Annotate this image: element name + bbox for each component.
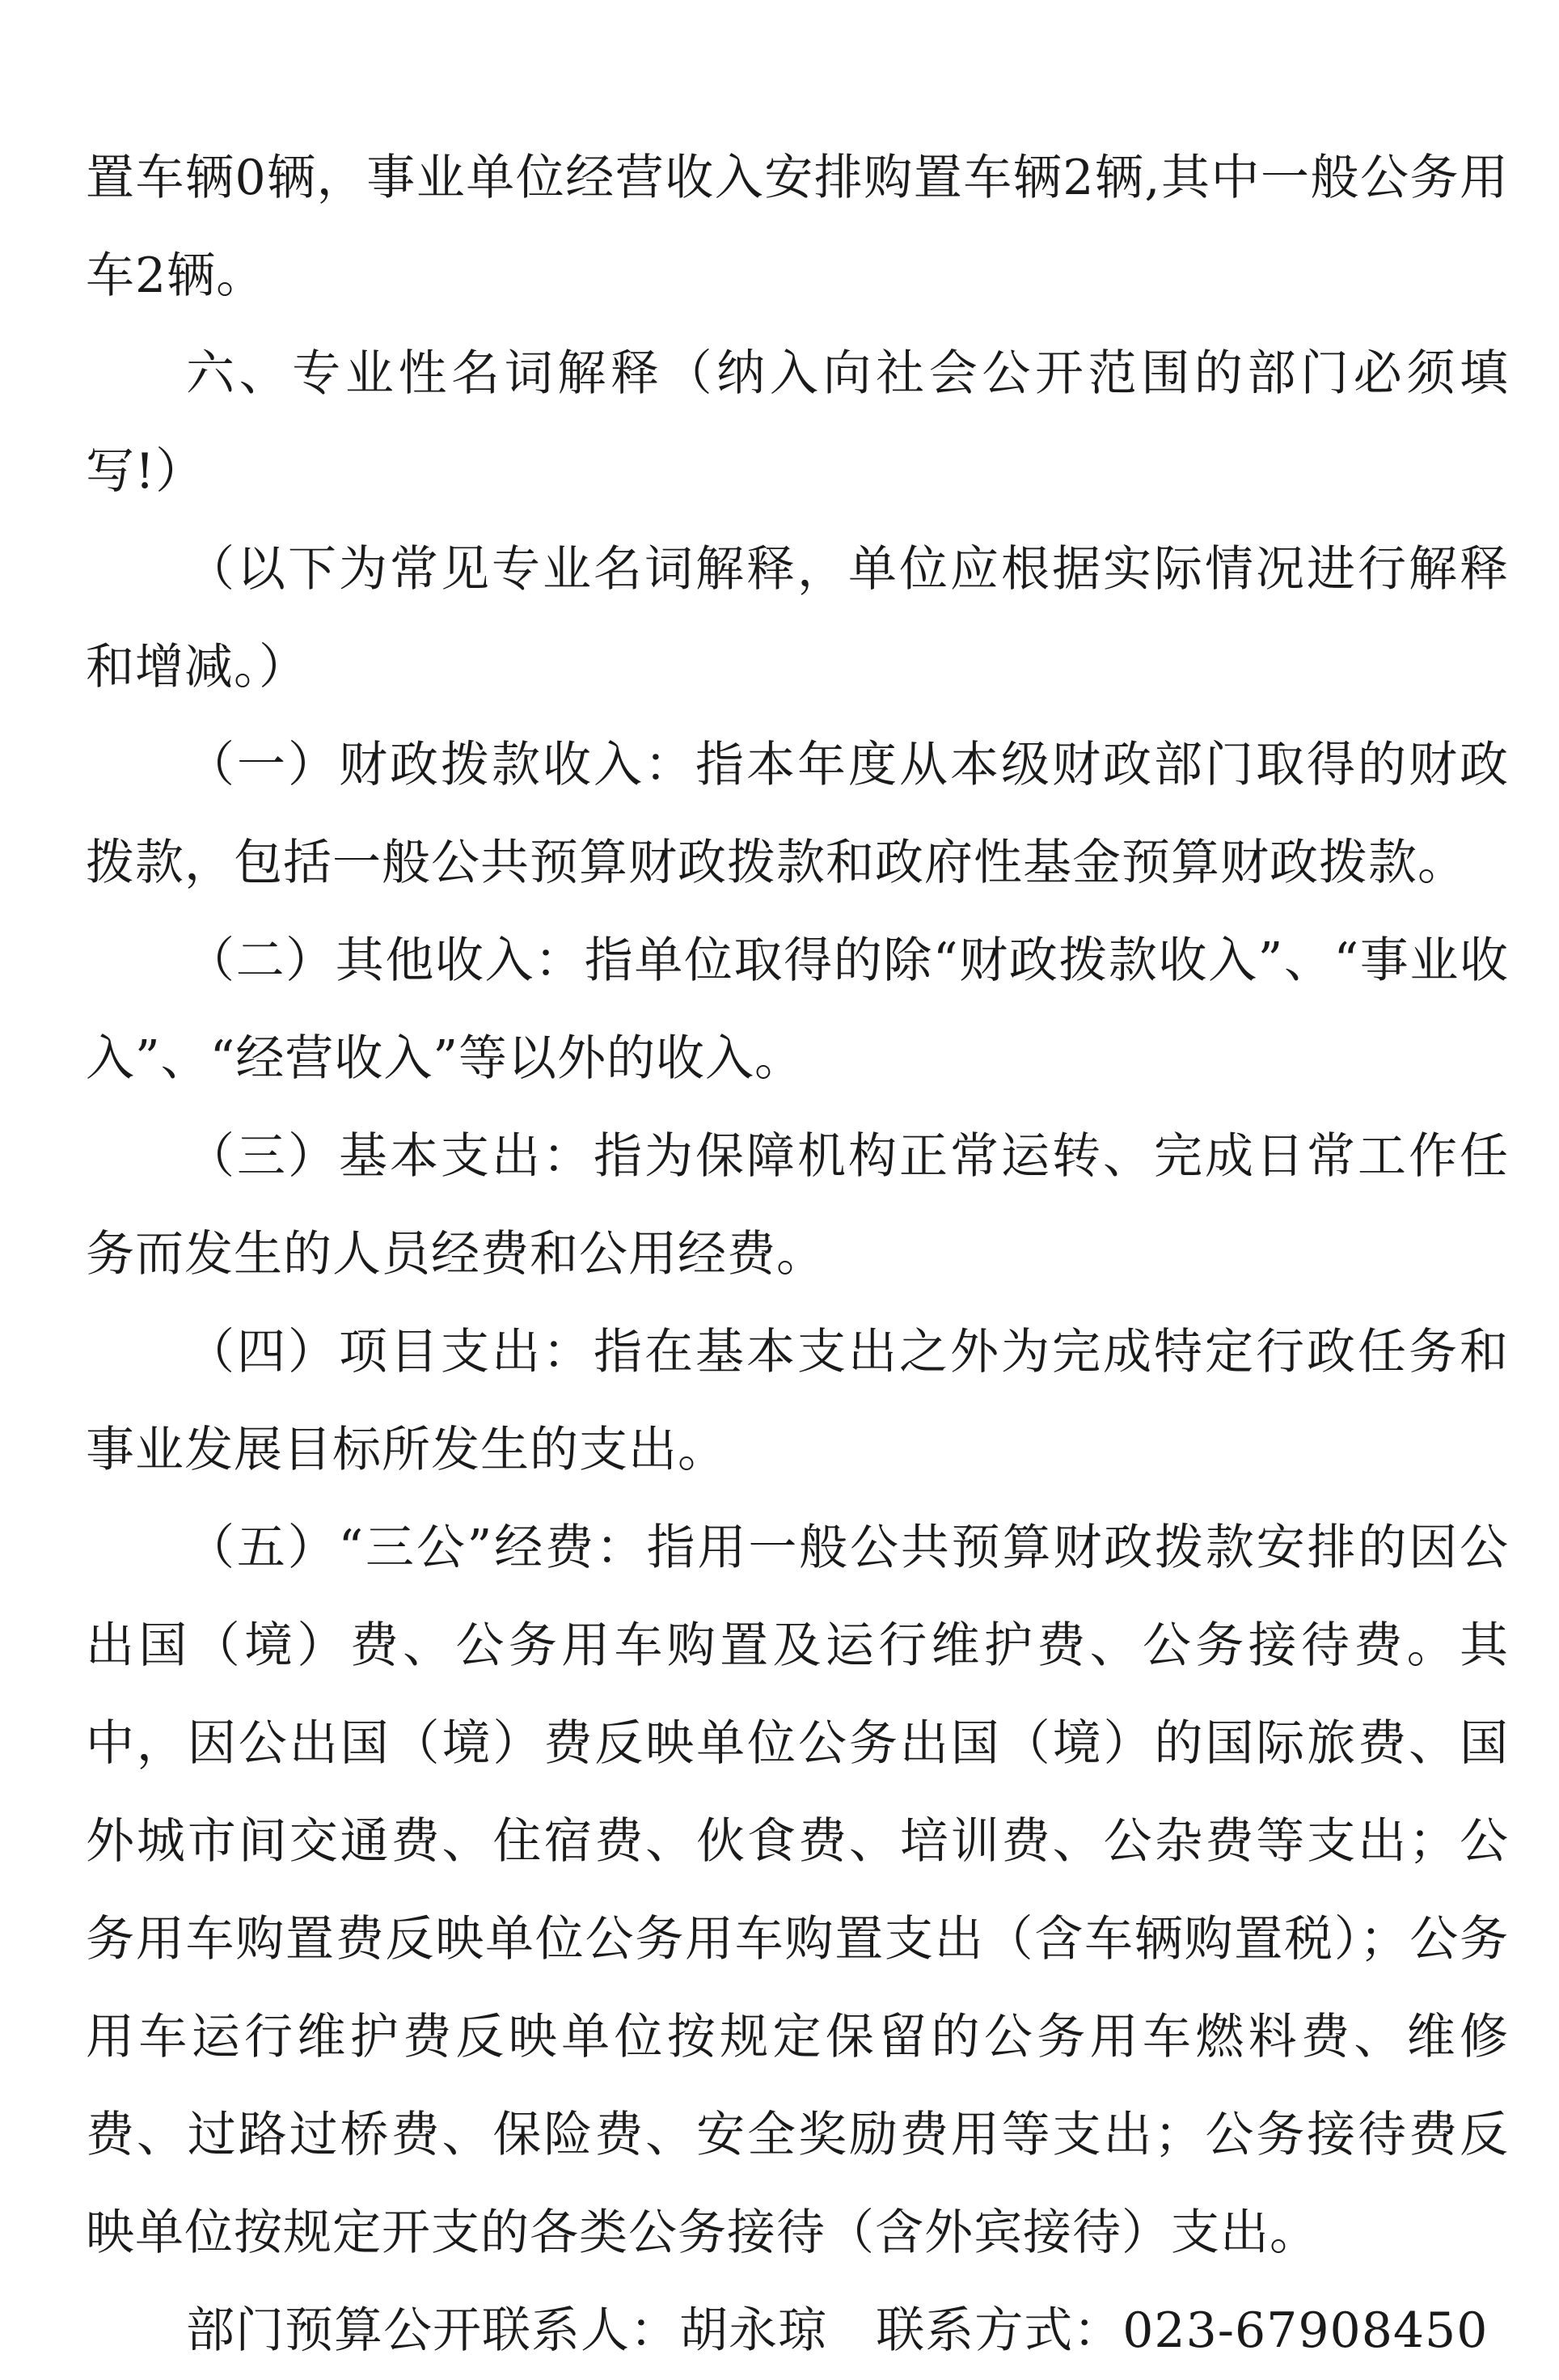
paragraph-vehicle-purchase: 置车辆0辆，事业单位经营收入安排购置车辆2辆,其中一般公务用车2辆。 xyxy=(86,150,1509,304)
paragraph-project-expenditure: （四）项目支出：指在基本支出之外为完成特定行政任务和事业发展目标所发生的支出。 xyxy=(86,1324,1509,1478)
paragraph-basic-expenditure: （三）基本支出：指为保障机构正常运转、完成日常工作任务而发生的人员经费和公用经费。 xyxy=(86,1128,1509,1283)
paragraph-other-income: （二）其他收入：指单位取得的除“财政拨款收入”、“事业收入”、“经营收入”等以外的收入。 xyxy=(86,932,1509,1087)
paragraph-fiscal-appropriation-income: （一）财政拨款收入：指本年度从本级财政部门取得的财政拨款，包括一般公共预算财政拨款和政府性基金预算财政拨款。 xyxy=(86,737,1509,891)
document-body xyxy=(86,129,1509,2380)
paragraph-terminology-note: （以下为常见专业名词解释，单位应根据实际情况进行解释和增减。） xyxy=(86,541,1509,695)
contact-line: 部门预算公开联系人：胡永琼 联系方式：023-67908450 xyxy=(186,2302,1489,2359)
paragraph-three-public-expenses: （五）“三公”经费：指用一般公共预算财政拨款安排的因公出国（境）费、公务用车购置及运行维护费、公务接待费。其中，因公出国（境）费反映单位公务出国（境）的国际旅费、国外城市间交通费、住宿费、伙食费、培训费、公杂费等支出；公务用车购置费反映单位公务用车购置支出（含车辆购置税）；公务用车运行维护费反映单位按规定保留的公务用车燃料费、维修费、过路过桥费、保险费、安全奖励费用等支出；公务接待费反映单位按规定开支的各类公务接待（含外宾接待）支出。 xyxy=(86,1520,1509,2261)
section-heading-terminology: 六、专业性名词解释（纳入向社会公开范围的部门必须填写!） xyxy=(86,345,1509,500)
